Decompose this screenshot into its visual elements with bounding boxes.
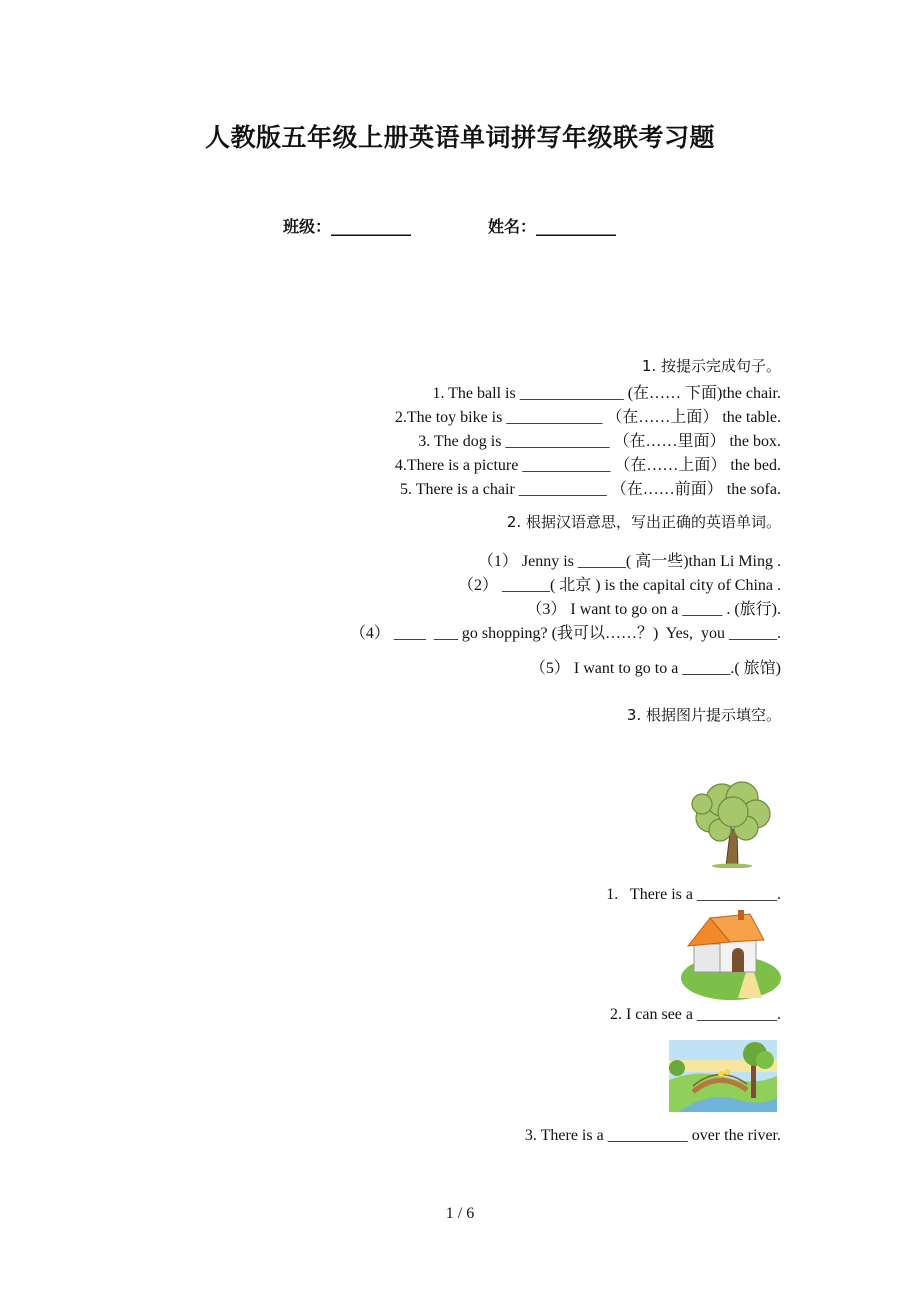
section2-item-2: （2） ______( 北京 ) is the capital city of China . (457, 577, 781, 594)
section1-item-5: 5. There is a chair ___________ （在……前面） the sofa. (400, 481, 781, 498)
bridge-picture (669, 1040, 777, 1112)
page-number: 1 / 6 (445, 1205, 475, 1222)
house-picture (680, 908, 782, 1000)
section2-item-3: （3） I want to go on a _____ . (旅行). (526, 601, 781, 618)
section3-heading: 3. 根据图片提示填空。 (626, 706, 781, 724)
section2-item-5: （5） I want to go to a ______.( 旅馆) (529, 660, 781, 677)
tree-picture (688, 778, 776, 868)
section3-item-1: 1. There is a __________. (606, 886, 781, 903)
section2-item-4: （4） ____ ___ go shopping? (我可以……？) Yes, you ______. (349, 625, 781, 642)
section3-item-3: 3. There is a __________ over the river. (524, 1127, 781, 1144)
section1-item-3: 3. The dog is _____________ （在……里面） the box. (418, 433, 781, 450)
section2-item-1: （1） Jenny is ______( 高一些)than Li Ming . (477, 553, 781, 570)
section3-item-2: 2. I can see a __________. (609, 1006, 781, 1023)
section1-item-2: 2.The toy bike is ____________ （在……上面） the table. (394, 409, 781, 426)
worksheet-title: 人教版五年级上册英语单词拼写年级联考习题 (204, 123, 715, 152)
section1-item-4: 4.There is a picture ___________ （在……上面） the bed. (394, 457, 781, 474)
section1-item-1: 1. The ball is _____________ (在…… 下面)the chair. (432, 385, 781, 402)
name-field-label: 姓名：__________ (488, 217, 617, 236)
class-field-label: 班级：__________ (283, 217, 412, 236)
section1-heading: 1. 按提示完成句子。 (641, 357, 781, 375)
section2-heading: 2. 根据汉语意思，写出正确的英语单词。 (506, 513, 781, 531)
